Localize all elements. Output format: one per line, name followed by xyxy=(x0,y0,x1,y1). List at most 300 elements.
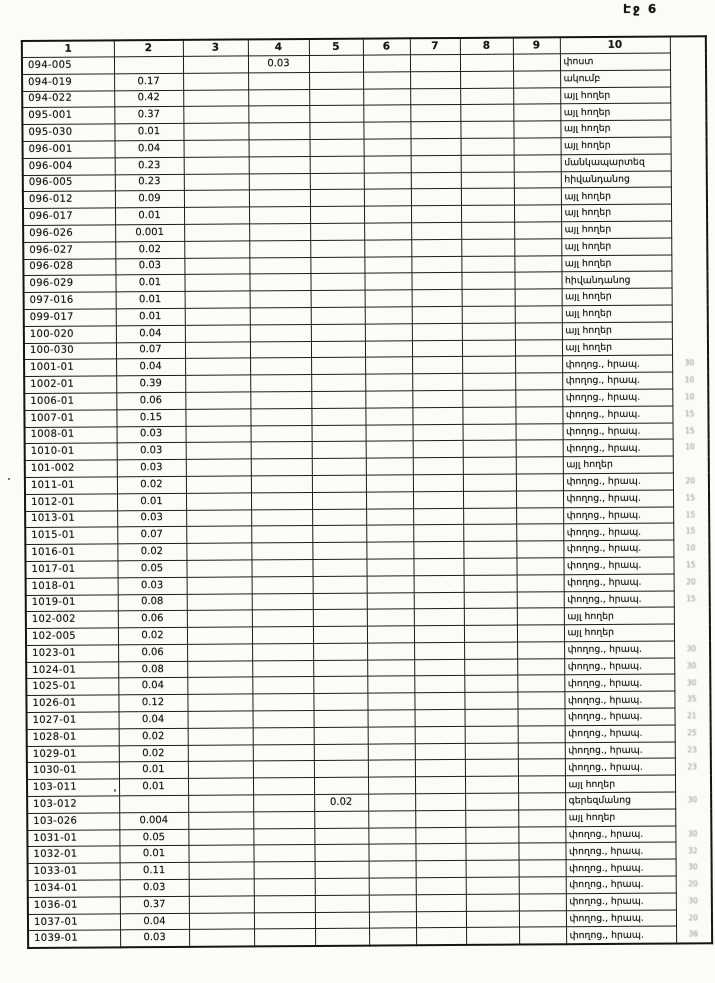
cell-col3 xyxy=(185,325,250,342)
cell-col3 xyxy=(188,845,253,862)
column-header: 2 xyxy=(114,40,183,57)
cell-land-use: փողոց., հրապ. xyxy=(564,691,674,709)
cell-col8 xyxy=(465,793,518,810)
cell-land-use: ակումբ xyxy=(560,70,670,88)
cell-col5-value xyxy=(314,828,368,845)
cell-parcel-code: 1017-01 xyxy=(25,561,117,578)
cell-col9 xyxy=(517,692,564,709)
cell-parcel-code: 099-017 xyxy=(24,309,116,326)
cell-land-use: փողոց., հրապ. xyxy=(562,406,672,424)
cell-col8 xyxy=(462,289,515,306)
cell-col7 xyxy=(414,575,464,592)
cell-col8 xyxy=(465,743,518,760)
cell-col8 xyxy=(465,726,518,743)
cell-parcel-code: 100-030 xyxy=(24,342,116,359)
margin-note xyxy=(671,204,707,221)
column-header: 5 xyxy=(309,39,363,56)
cell-col4-value xyxy=(249,139,310,156)
margin-note xyxy=(671,221,707,238)
cell-parcel-code: 103-011 xyxy=(27,779,119,796)
cell-col6 xyxy=(364,273,411,290)
cell-col9 xyxy=(518,759,565,776)
cell-land-use: այլ հողեր xyxy=(562,322,672,340)
cell-col6 xyxy=(363,72,410,89)
cell-col7 xyxy=(415,810,465,827)
cell-col3 xyxy=(189,862,254,879)
cell-col5-value xyxy=(312,441,366,458)
cell-area-value: 0.03 xyxy=(117,510,186,527)
cell-col9 xyxy=(519,877,566,894)
cell-col8 xyxy=(464,642,517,659)
cell-col6 xyxy=(369,895,416,912)
cell-col3 xyxy=(189,913,254,930)
cell-parcel-code: 096-001 xyxy=(23,141,115,158)
margin-note: 15 xyxy=(686,593,696,604)
cell-col6 xyxy=(365,324,412,341)
cell-col6 xyxy=(364,172,411,189)
cell-col8 xyxy=(463,457,516,474)
cell-parcel-code: 095-001 xyxy=(22,107,114,124)
cell-area-value: 0.01 xyxy=(119,846,188,863)
cell-area-value: 0.01 xyxy=(117,493,186,510)
cell-col6 xyxy=(366,441,413,458)
cell-col8 xyxy=(466,911,519,928)
cell-parcel-code: 1019-01 xyxy=(26,594,118,611)
cell-land-use: փողոց., հրապ. xyxy=(565,742,675,760)
cell-col9 xyxy=(518,742,565,759)
cell-area-value: 0.15 xyxy=(116,409,185,426)
cell-col6 xyxy=(366,492,413,509)
cell-col7 xyxy=(412,374,462,391)
cell-col6 xyxy=(365,307,412,324)
cell-parcel-code: 1036-01 xyxy=(28,897,120,914)
cell-land-use: փողոց., հրապ. xyxy=(562,355,672,373)
cell-col3 xyxy=(189,929,254,947)
cell-col5-value xyxy=(309,106,363,123)
cell-col3 xyxy=(188,728,253,745)
cell-col4-value xyxy=(252,660,313,677)
cell-col8 xyxy=(460,54,513,71)
cell-col5-value xyxy=(312,492,366,509)
cell-parcel-code: 1030-01 xyxy=(27,762,119,779)
cell-parcel-code: 094-019 xyxy=(22,74,114,91)
cell-col6 xyxy=(365,374,412,391)
cell-col9 xyxy=(517,591,564,608)
cell-land-use: այլ հողեր xyxy=(561,255,671,273)
cell-col5-value xyxy=(311,374,365,391)
cell-col9 xyxy=(519,927,566,945)
cell-col9 xyxy=(518,826,565,843)
cell-col9 xyxy=(513,54,560,71)
cell-col5-value xyxy=(313,576,367,593)
cell-col4-value xyxy=(250,358,311,375)
cell-col9 xyxy=(517,608,564,625)
cell-land-use: հիվանդանոց xyxy=(561,271,671,289)
cell-col3 xyxy=(183,73,248,90)
cell-col7 xyxy=(415,844,465,861)
cell-area-value: 0.001 xyxy=(115,224,184,241)
cell-col8 xyxy=(461,172,514,189)
cell-col7 xyxy=(415,726,465,743)
cell-col7 xyxy=(412,390,462,407)
cell-col7 xyxy=(414,626,464,643)
cell-col4-value xyxy=(249,257,310,274)
margin-note xyxy=(674,607,710,624)
cell-col9 xyxy=(513,87,560,104)
cell-col9 xyxy=(518,793,565,810)
cell-col6 xyxy=(368,743,415,760)
cell-col9 xyxy=(513,121,560,138)
cell-parcel-code: 1011-01 xyxy=(25,477,117,494)
cell-col6 xyxy=(364,240,411,257)
cell-col7 xyxy=(413,441,463,458)
cell-col3 xyxy=(187,644,252,661)
cell-col6 xyxy=(364,189,411,206)
cell-area-value: 0.42 xyxy=(114,90,183,107)
cell-parcel-code: 096-029 xyxy=(23,275,115,292)
cell-col6 xyxy=(366,424,413,441)
cell-col7 xyxy=(413,525,463,542)
cell-col5-value xyxy=(312,559,366,576)
cell-col8 xyxy=(463,508,516,525)
cell-parcel-code: 1027-01 xyxy=(27,712,119,729)
cell-col7 xyxy=(415,827,465,844)
cell-col4-value xyxy=(251,459,312,476)
cell-col9 xyxy=(514,222,561,239)
cell-area-value: 0.23 xyxy=(115,157,184,174)
cell-area-value: 0.004 xyxy=(119,812,188,829)
cell-col9 xyxy=(516,474,563,491)
cell-col9 xyxy=(516,423,563,440)
cell-land-use: փողոց., հրապ. xyxy=(564,590,674,608)
cell-col5-value xyxy=(313,660,367,677)
cell-land-use: փողոց., հրապ. xyxy=(566,876,676,894)
cell-land-use: փողոց., հրապ. xyxy=(563,473,673,491)
cell-area-value: 0.03 xyxy=(117,443,186,460)
cell-col5-value xyxy=(314,811,368,828)
cell-col9 xyxy=(514,205,561,222)
cell-col5-value xyxy=(310,223,364,240)
cell-land-use: այլ հողեր xyxy=(562,305,672,323)
cell-land-use: փողոց., հրապ. xyxy=(566,910,676,928)
cell-col6 xyxy=(363,105,410,122)
cell-col7 xyxy=(410,54,460,71)
cell-col7 xyxy=(414,592,464,609)
cell-col3 xyxy=(185,409,250,426)
cell-area-value: 0.11 xyxy=(120,863,189,880)
cell-col5-value xyxy=(314,727,368,744)
cell-area-value: 0.03 xyxy=(115,258,184,275)
cell-col8 xyxy=(463,541,516,558)
cell-area-value: 0.03 xyxy=(117,426,186,443)
cell-col3 xyxy=(186,425,251,442)
cell-col8 xyxy=(465,844,518,861)
margin-note xyxy=(672,321,708,338)
cell-col6 xyxy=(365,357,412,374)
cell-col3 xyxy=(188,812,253,829)
margin-note: 30 xyxy=(687,795,698,805)
margin-note: 23 xyxy=(687,745,697,755)
margin-note xyxy=(671,237,707,254)
cell-col4-value xyxy=(249,223,310,240)
cell-col4-value xyxy=(250,341,311,358)
cell-parcel-code: 1016-01 xyxy=(25,544,117,561)
cell-col4-value xyxy=(250,324,311,341)
cell-col3 xyxy=(189,896,254,913)
margin-note: 20 xyxy=(686,577,696,587)
cell-col7 xyxy=(416,861,466,878)
cell-col4-value xyxy=(250,291,311,308)
margin-note: 30 xyxy=(688,896,698,906)
cell-area-value: 0.12 xyxy=(118,695,187,712)
cell-parcel-code: 1008-01 xyxy=(25,426,117,443)
cell-land-use: փողոց., հրապ. xyxy=(564,641,674,659)
cell-col8 xyxy=(466,927,519,945)
cell-col3 xyxy=(185,375,250,392)
cell-col9 xyxy=(514,171,561,188)
cell-col9 xyxy=(515,390,562,407)
cell-col8 xyxy=(463,424,516,441)
cell-col7 xyxy=(411,239,461,256)
cell-col6 xyxy=(367,609,414,626)
cell-parcel-code: 1028-01 xyxy=(27,729,119,746)
cell-col9 xyxy=(517,675,564,692)
cell-col3 xyxy=(187,593,252,610)
cell-col6 xyxy=(364,139,411,156)
cell-col4-value xyxy=(249,274,310,291)
cell-col4-value xyxy=(250,391,311,408)
margin-note xyxy=(675,775,711,792)
cell-col5-value xyxy=(309,55,363,72)
cell-col4-value xyxy=(252,576,313,593)
cell-col9 xyxy=(517,625,564,642)
cell-col8 xyxy=(465,709,518,726)
cell-land-use: այլ հողեր xyxy=(563,456,673,474)
margin-note: 10 xyxy=(684,375,695,385)
cell-col7 xyxy=(416,877,466,894)
cell-col7 xyxy=(413,558,463,575)
cell-col4-value xyxy=(253,711,314,728)
cell-col4-value xyxy=(254,895,315,912)
cell-land-use: հիվանդանոց xyxy=(561,171,671,189)
cell-parcel-code: 1006-01 xyxy=(24,393,116,410)
cell-col4-value xyxy=(252,694,313,711)
margin-note: 32 xyxy=(687,845,698,855)
cell-col9 xyxy=(515,289,562,306)
cell-col4-value xyxy=(253,744,314,761)
margin-note: 30 xyxy=(684,358,695,368)
margin-note: 10 xyxy=(685,543,696,553)
margin-note: 15 xyxy=(685,425,695,436)
cell-col8 xyxy=(461,205,514,222)
cell-parcel-code: 1029-01 xyxy=(27,746,119,763)
cell-col5-value xyxy=(310,240,364,257)
cell-col9 xyxy=(517,658,564,675)
cell-area-value: 0.01 xyxy=(114,124,183,141)
cell-col5-value xyxy=(313,643,367,660)
cell-col9 xyxy=(519,860,566,877)
margin-note: 30 xyxy=(686,644,697,654)
cell-area-value: 0.02 xyxy=(119,728,188,745)
cell-col6 xyxy=(366,475,413,492)
cell-parcel-code: 1015-01 xyxy=(25,527,117,544)
cell-col8 xyxy=(465,827,518,844)
cell-col6 xyxy=(366,525,413,542)
margin-note: 20 xyxy=(685,476,695,486)
margin-note xyxy=(671,254,707,271)
cell-col4-value xyxy=(248,106,309,123)
cell-col6 xyxy=(369,861,416,878)
cell-col7 xyxy=(415,743,465,760)
cell-parcel-code: 094-005 xyxy=(22,57,114,74)
cell-col3 xyxy=(187,661,252,678)
cell-col9 xyxy=(516,457,563,474)
cell-land-use: մանկապարտեզ xyxy=(561,154,671,172)
cell-area-value: 0.01 xyxy=(119,762,188,779)
margin-note: 10 xyxy=(684,392,695,402)
cell-col7 xyxy=(411,206,461,223)
cell-col4-value xyxy=(251,425,312,442)
cell-col5-value xyxy=(312,458,366,475)
cell-col8 xyxy=(466,894,519,911)
margin-note: 15 xyxy=(685,509,696,520)
cell-col3 xyxy=(185,392,250,409)
cell-col3 xyxy=(184,174,249,191)
cell-col9 xyxy=(513,71,560,88)
margin-note xyxy=(672,305,708,322)
cell-area-value: 0.07 xyxy=(116,342,185,359)
cell-col8 xyxy=(463,524,516,541)
cell-col3 xyxy=(187,694,252,711)
cell-col6 xyxy=(365,290,412,307)
cell-land-use: փողոց., հրապ. xyxy=(563,540,673,558)
cell-col4-value xyxy=(251,475,312,492)
cell-col3 xyxy=(186,442,251,459)
cell-col7 xyxy=(412,306,462,323)
cell-col9 xyxy=(515,339,562,356)
margin-note: 25 xyxy=(687,728,697,738)
cell-col8 xyxy=(464,625,517,642)
cell-col4-value xyxy=(253,778,314,795)
cell-col6 xyxy=(368,777,415,794)
cell-col3 xyxy=(184,207,249,224)
cell-parcel-code: 1031-01 xyxy=(27,829,119,846)
cell-land-use: այլ հողեր xyxy=(562,288,672,306)
cell-land-use: փողոց., հրապ. xyxy=(565,842,675,860)
cell-col7 xyxy=(411,138,461,155)
cell-parcel-code: 096-004 xyxy=(23,158,115,175)
cell-col6 xyxy=(367,659,414,676)
margin-note: 30 xyxy=(688,862,698,872)
cell-col3 xyxy=(188,711,253,728)
cell-col5-value xyxy=(309,72,363,89)
cell-col8 xyxy=(461,222,514,239)
cell-col5-value xyxy=(310,156,364,173)
cell-parcel-code: 102-005 xyxy=(26,628,118,645)
cell-col5-value xyxy=(311,307,365,324)
cell-col6 xyxy=(369,911,416,928)
cell-col6 xyxy=(363,88,410,105)
cell-area-value: 0.05 xyxy=(119,829,188,846)
cell-area-value xyxy=(114,56,183,73)
cell-col5-value xyxy=(311,391,365,408)
cell-col5-value xyxy=(310,173,364,190)
cell-col6 xyxy=(366,559,413,576)
cell-col4-value xyxy=(251,526,312,543)
cell-area-value: 0.04 xyxy=(116,359,185,376)
cell-col4-value xyxy=(252,593,313,610)
margin-note xyxy=(675,809,711,826)
column-header: 6 xyxy=(363,38,410,55)
cell-col5-value xyxy=(315,861,369,878)
cell-col8 xyxy=(464,575,517,592)
cell-col9 xyxy=(517,642,564,659)
cell-area-value: 0.02 xyxy=(118,627,187,644)
cell-area-value xyxy=(119,795,188,812)
cell-land-use: այլ հողեր xyxy=(564,624,674,642)
cell-land-use: այլ հողեր xyxy=(561,238,671,256)
cell-col9 xyxy=(513,104,560,121)
cell-land-use: գերեզմանոց xyxy=(565,792,675,810)
margin-note: 30 xyxy=(686,661,697,671)
cell-col8 xyxy=(461,138,514,155)
cell-col6 xyxy=(366,542,413,559)
cell-col8 xyxy=(460,71,513,88)
cell-area-value: 0.04 xyxy=(120,913,189,930)
cell-parcel-code: 100-020 xyxy=(24,326,116,343)
cell-parcel-code: 1023-01 xyxy=(26,645,118,662)
cell-col3 xyxy=(188,778,253,795)
cell-col3 xyxy=(187,627,252,644)
cell-area-value: 0.02 xyxy=(119,745,188,762)
cell-col4-value xyxy=(248,72,309,89)
cell-area-value: 0.08 xyxy=(118,661,187,678)
margin-note: 15 xyxy=(685,560,696,570)
cell-col7 xyxy=(415,760,465,777)
cell-col3 xyxy=(183,56,248,73)
cell-col3 xyxy=(184,241,249,258)
cell-col7 xyxy=(414,659,464,676)
margin-note xyxy=(671,137,707,154)
cell-land-use: փողոց., հրապ. xyxy=(563,439,673,457)
cell-area-value: 0.39 xyxy=(116,376,185,393)
cell-col4-value xyxy=(249,156,310,173)
cell-land-use: այլ հողեր xyxy=(561,137,671,155)
cell-col3 xyxy=(188,745,253,762)
cell-col5-value xyxy=(310,139,364,156)
cell-col6 xyxy=(365,391,412,408)
land-parcel-table xyxy=(21,35,713,949)
cell-col5-value xyxy=(312,475,366,492)
cell-col5-value xyxy=(315,878,369,895)
cell-parcel-code: 094-022 xyxy=(22,90,114,107)
cell-col8 xyxy=(464,659,517,676)
cell-col5-value xyxy=(311,408,365,425)
cell-col8 xyxy=(462,306,515,323)
cell-area-value: 0.01 xyxy=(115,275,184,292)
cell-col5-value xyxy=(313,693,367,710)
cell-col9 xyxy=(516,524,563,541)
cell-col5-value xyxy=(311,290,365,307)
cell-col8 xyxy=(464,592,517,609)
margin-note xyxy=(670,53,706,70)
cell-col6 xyxy=(368,727,415,744)
cell-land-use: փողոց., հրապ. xyxy=(563,423,673,441)
cell-col6 xyxy=(368,811,415,828)
cell-col7 xyxy=(416,928,466,946)
cell-col3 xyxy=(186,509,251,526)
cell-col3 xyxy=(187,577,252,594)
